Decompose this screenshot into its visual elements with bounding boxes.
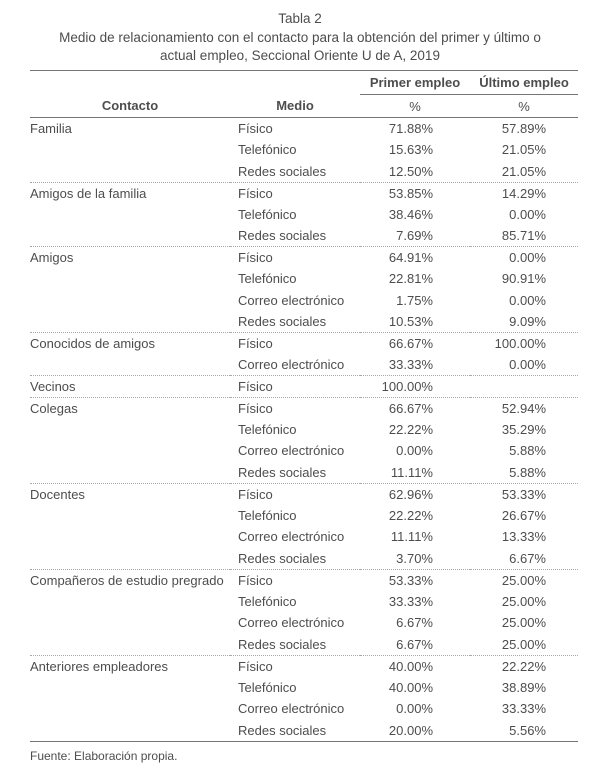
ultimo-empleo-cell: 0.00% xyxy=(509,206,546,222)
source-note: Fuente: Elaboración propia. xyxy=(30,748,178,763)
table-row xyxy=(30,161,578,183)
primer-empleo-cell: 0.00% xyxy=(396,701,433,717)
medio-cell: Correo electrónico xyxy=(238,701,345,717)
contacto-cell: Compañeros de estudio pregrado xyxy=(30,569,230,591)
primer-empleo-cell: 40.00% xyxy=(360,655,470,677)
primer-empleo-cell: 6.67% xyxy=(396,636,433,652)
primer-empleo-cell: 1.75% xyxy=(396,292,433,308)
medio-cell: Correo electrónico xyxy=(238,292,345,308)
table-row xyxy=(30,182,578,204)
primer-empleo-cell: 15.63% xyxy=(388,142,433,158)
table-number: Tabla 2 xyxy=(278,11,322,26)
medio-cell: Redes sociales xyxy=(238,228,327,243)
medio-cell: Físico xyxy=(230,397,360,419)
table-row xyxy=(30,720,578,742)
col-header-primer-pct: % xyxy=(360,95,470,118)
table-row xyxy=(30,311,578,333)
ultimo-empleo-cell: 35.29% xyxy=(501,421,546,437)
primer-empleo-cell: 53.85% xyxy=(360,182,470,204)
contacto-cell xyxy=(30,161,230,183)
primer-empleo-cell: 20.00% xyxy=(388,722,433,738)
primer-empleo-cell: 10.53% xyxy=(388,314,433,329)
medio-cell: Redes sociales xyxy=(238,722,327,738)
contacto-cell: Docentes xyxy=(30,483,230,505)
contacto-cell xyxy=(30,311,230,333)
ultimo-empleo-cell: 22.22% xyxy=(470,655,578,677)
contacto-cell xyxy=(30,591,230,613)
medio-cell: Correo electrónico xyxy=(238,615,345,631)
ultimo-empleo-cell: 52.94% xyxy=(470,397,578,419)
contacto-cell: Anteriores empleadores xyxy=(30,655,230,677)
primer-empleo-cell: 12.50% xyxy=(388,163,433,179)
contacto-cell xyxy=(30,677,230,699)
table-row xyxy=(30,118,578,140)
ultimo-empleo-cell: 9.09% xyxy=(509,314,546,329)
ultimo-empleo-cell: 33.33% xyxy=(501,701,546,717)
medio-cell: Telefónico xyxy=(238,142,297,158)
medio-cell: Físico xyxy=(230,569,360,591)
table-row xyxy=(30,290,578,312)
spanner-ultimo-empleo: Último empleo xyxy=(470,71,578,95)
col-header-contacto: Contacto xyxy=(30,95,230,118)
table-row xyxy=(30,268,578,290)
ultimo-empleo-cell: 5.88% xyxy=(509,443,546,459)
table-row xyxy=(30,569,578,591)
contacto-cell xyxy=(30,419,230,441)
spanner-primer-empleo: Primer empleo xyxy=(360,71,470,95)
table-row xyxy=(30,419,578,441)
contacto-cell xyxy=(30,548,230,570)
contacto-cell xyxy=(30,526,230,548)
primer-empleo-cell: 6.67% xyxy=(396,615,433,631)
ultimo-empleo-cell: 57.89% xyxy=(501,121,546,136)
primer-empleo-cell: 62.96% xyxy=(360,483,470,505)
primer-empleo-cell: 66.67% xyxy=(360,333,470,355)
contacto-cell xyxy=(30,204,230,226)
contacto-cell xyxy=(30,505,230,527)
contacto-cell: Colegas xyxy=(30,397,230,419)
contacto-cell: Amigos de la familia xyxy=(30,182,230,204)
table-head xyxy=(30,71,578,118)
data-table xyxy=(30,70,578,742)
primer-empleo-cell: 22.22% xyxy=(388,421,433,437)
ultimo-empleo-cell: 25.00% xyxy=(501,593,546,609)
medio-cell: Telefónico xyxy=(238,507,297,523)
medio-cell: Telefónico xyxy=(238,421,297,437)
medio-cell: Físico xyxy=(230,483,360,505)
ultimo-empleo-cell: 6.67% xyxy=(509,550,546,566)
medio-cell: Correo electrónico xyxy=(238,443,345,459)
medio-cell: Telefónico xyxy=(238,271,297,287)
medio-cell: Correo electrónico xyxy=(238,357,345,372)
ultimo-empleo-cell: 38.89% xyxy=(501,679,546,695)
medio-cell: Redes sociales xyxy=(238,464,327,480)
primer-empleo-cell: 40.00% xyxy=(388,679,433,695)
primer-empleo-cell: 64.91% xyxy=(360,247,470,269)
contacto-cell xyxy=(30,268,230,290)
medio-cell: Físico xyxy=(238,121,273,136)
table-row xyxy=(30,225,578,247)
ultimo-empleo-cell xyxy=(470,376,578,398)
contacto-cell xyxy=(30,225,230,247)
medio-cell: Físico xyxy=(230,376,360,398)
ultimo-empleo-cell: 53.33% xyxy=(470,483,578,505)
primer-empleo-cell: 3.70% xyxy=(396,550,433,566)
table-row xyxy=(30,483,578,505)
table-row xyxy=(30,698,578,720)
table-row xyxy=(30,376,578,398)
table-caption-line1: Medio de relacionamiento con el contacto para la obtención del primer y último o xyxy=(59,30,541,45)
table-row xyxy=(30,526,578,548)
medio-cell: Físico xyxy=(230,333,360,355)
column-header-row xyxy=(30,95,578,118)
table-row xyxy=(30,655,578,677)
contacto-cell: Amigos xyxy=(30,247,230,269)
ultimo-empleo-cell: 100.00% xyxy=(470,333,578,355)
medio-cell: Telefónico xyxy=(238,206,297,222)
table-row xyxy=(30,204,578,226)
ultimo-empleo-cell: 25.00% xyxy=(501,636,546,652)
ultimo-empleo-cell: 5.56% xyxy=(509,722,546,738)
primer-empleo-cell: 100.00% xyxy=(360,376,470,398)
ultimo-empleo-cell: 14.29% xyxy=(470,182,578,204)
table-row xyxy=(30,634,578,656)
primer-empleo-cell: 71.88% xyxy=(388,121,433,136)
primer-empleo-cell: 22.22% xyxy=(388,507,433,523)
table-row xyxy=(30,548,578,570)
ultimo-empleo-cell: 21.05% xyxy=(501,142,546,158)
table-body xyxy=(30,118,578,742)
primer-empleo-cell: 53.33% xyxy=(360,569,470,591)
contacto-cell xyxy=(30,698,230,720)
ultimo-empleo-cell: 26.67% xyxy=(501,507,546,523)
medio-cell: Telefónico xyxy=(238,593,297,609)
contacto-cell xyxy=(30,612,230,634)
col-header-medio: Medio xyxy=(230,95,360,118)
table-row xyxy=(30,397,578,419)
ultimo-empleo-cell: 0.00% xyxy=(509,357,546,372)
primer-empleo-cell: 38.46% xyxy=(388,206,433,222)
medio-cell: Redes sociales xyxy=(238,314,327,329)
table-row xyxy=(30,591,578,613)
medio-cell: Físico xyxy=(230,182,360,204)
col-header-ultimo-pct: % xyxy=(470,95,578,118)
ultimo-empleo-cell: 0.00% xyxy=(470,247,578,269)
contacto-cell xyxy=(30,290,230,312)
primer-empleo-cell: 11.11% xyxy=(390,464,433,480)
contacto-cell: Conocidos de amigos xyxy=(30,333,230,355)
ultimo-empleo-cell: 90.91% xyxy=(501,271,546,287)
contacto-cell xyxy=(30,440,230,462)
ultimo-empleo-cell: 0.00% xyxy=(509,292,546,308)
contacto-cell: Familia xyxy=(30,121,72,136)
table-row xyxy=(30,354,578,376)
primer-empleo-cell: 22.81% xyxy=(388,271,433,287)
ultimo-empleo-cell: 85.71% xyxy=(501,228,546,243)
primer-empleo-cell: 0.00% xyxy=(396,443,433,459)
contacto-cell xyxy=(30,462,230,484)
ultimo-empleo-cell: 25.00% xyxy=(501,615,546,631)
ultimo-empleo-cell: 21.05% xyxy=(501,163,546,179)
primer-empleo-cell: 66.67% xyxy=(360,397,470,419)
table-row xyxy=(30,333,578,355)
ultimo-empleo-cell: 5.88% xyxy=(509,464,546,480)
spanner-row xyxy=(30,71,578,95)
spanner-spacer xyxy=(30,71,360,95)
table-row xyxy=(30,139,578,161)
primer-empleo-cell: 33.33% xyxy=(388,593,433,609)
primer-empleo-cell: 11.11% xyxy=(390,529,433,545)
primer-empleo-cell: 33.33% xyxy=(388,357,433,372)
table-row xyxy=(30,462,578,484)
contacto-cell xyxy=(30,720,230,742)
ultimo-empleo-cell: 25.00% xyxy=(470,569,578,591)
medio-cell: Redes sociales xyxy=(238,163,327,179)
table-row xyxy=(30,440,578,462)
medio-cell: Redes sociales xyxy=(238,550,327,566)
medio-cell: Redes sociales xyxy=(238,636,327,652)
table-row xyxy=(30,505,578,527)
table-caption-line2: actual empleo, Seccional Oriente U de A, 2019 xyxy=(160,48,440,63)
medio-cell: Físico xyxy=(230,247,360,269)
ultimo-empleo-cell: 13.33% xyxy=(501,529,546,545)
contacto-cell xyxy=(30,634,230,656)
table-row xyxy=(30,612,578,634)
table-row xyxy=(30,677,578,699)
contacto-cell xyxy=(30,354,230,376)
medio-cell: Telefónico xyxy=(238,679,297,695)
contacto-cell: Vecinos xyxy=(30,376,230,398)
contacto-cell xyxy=(30,139,230,161)
table-row xyxy=(30,247,578,269)
primer-empleo-cell: 7.69% xyxy=(396,228,433,243)
medio-cell: Físico xyxy=(230,655,360,677)
medio-cell: Correo electrónico xyxy=(238,529,345,545)
table-header-block xyxy=(0,0,600,65)
